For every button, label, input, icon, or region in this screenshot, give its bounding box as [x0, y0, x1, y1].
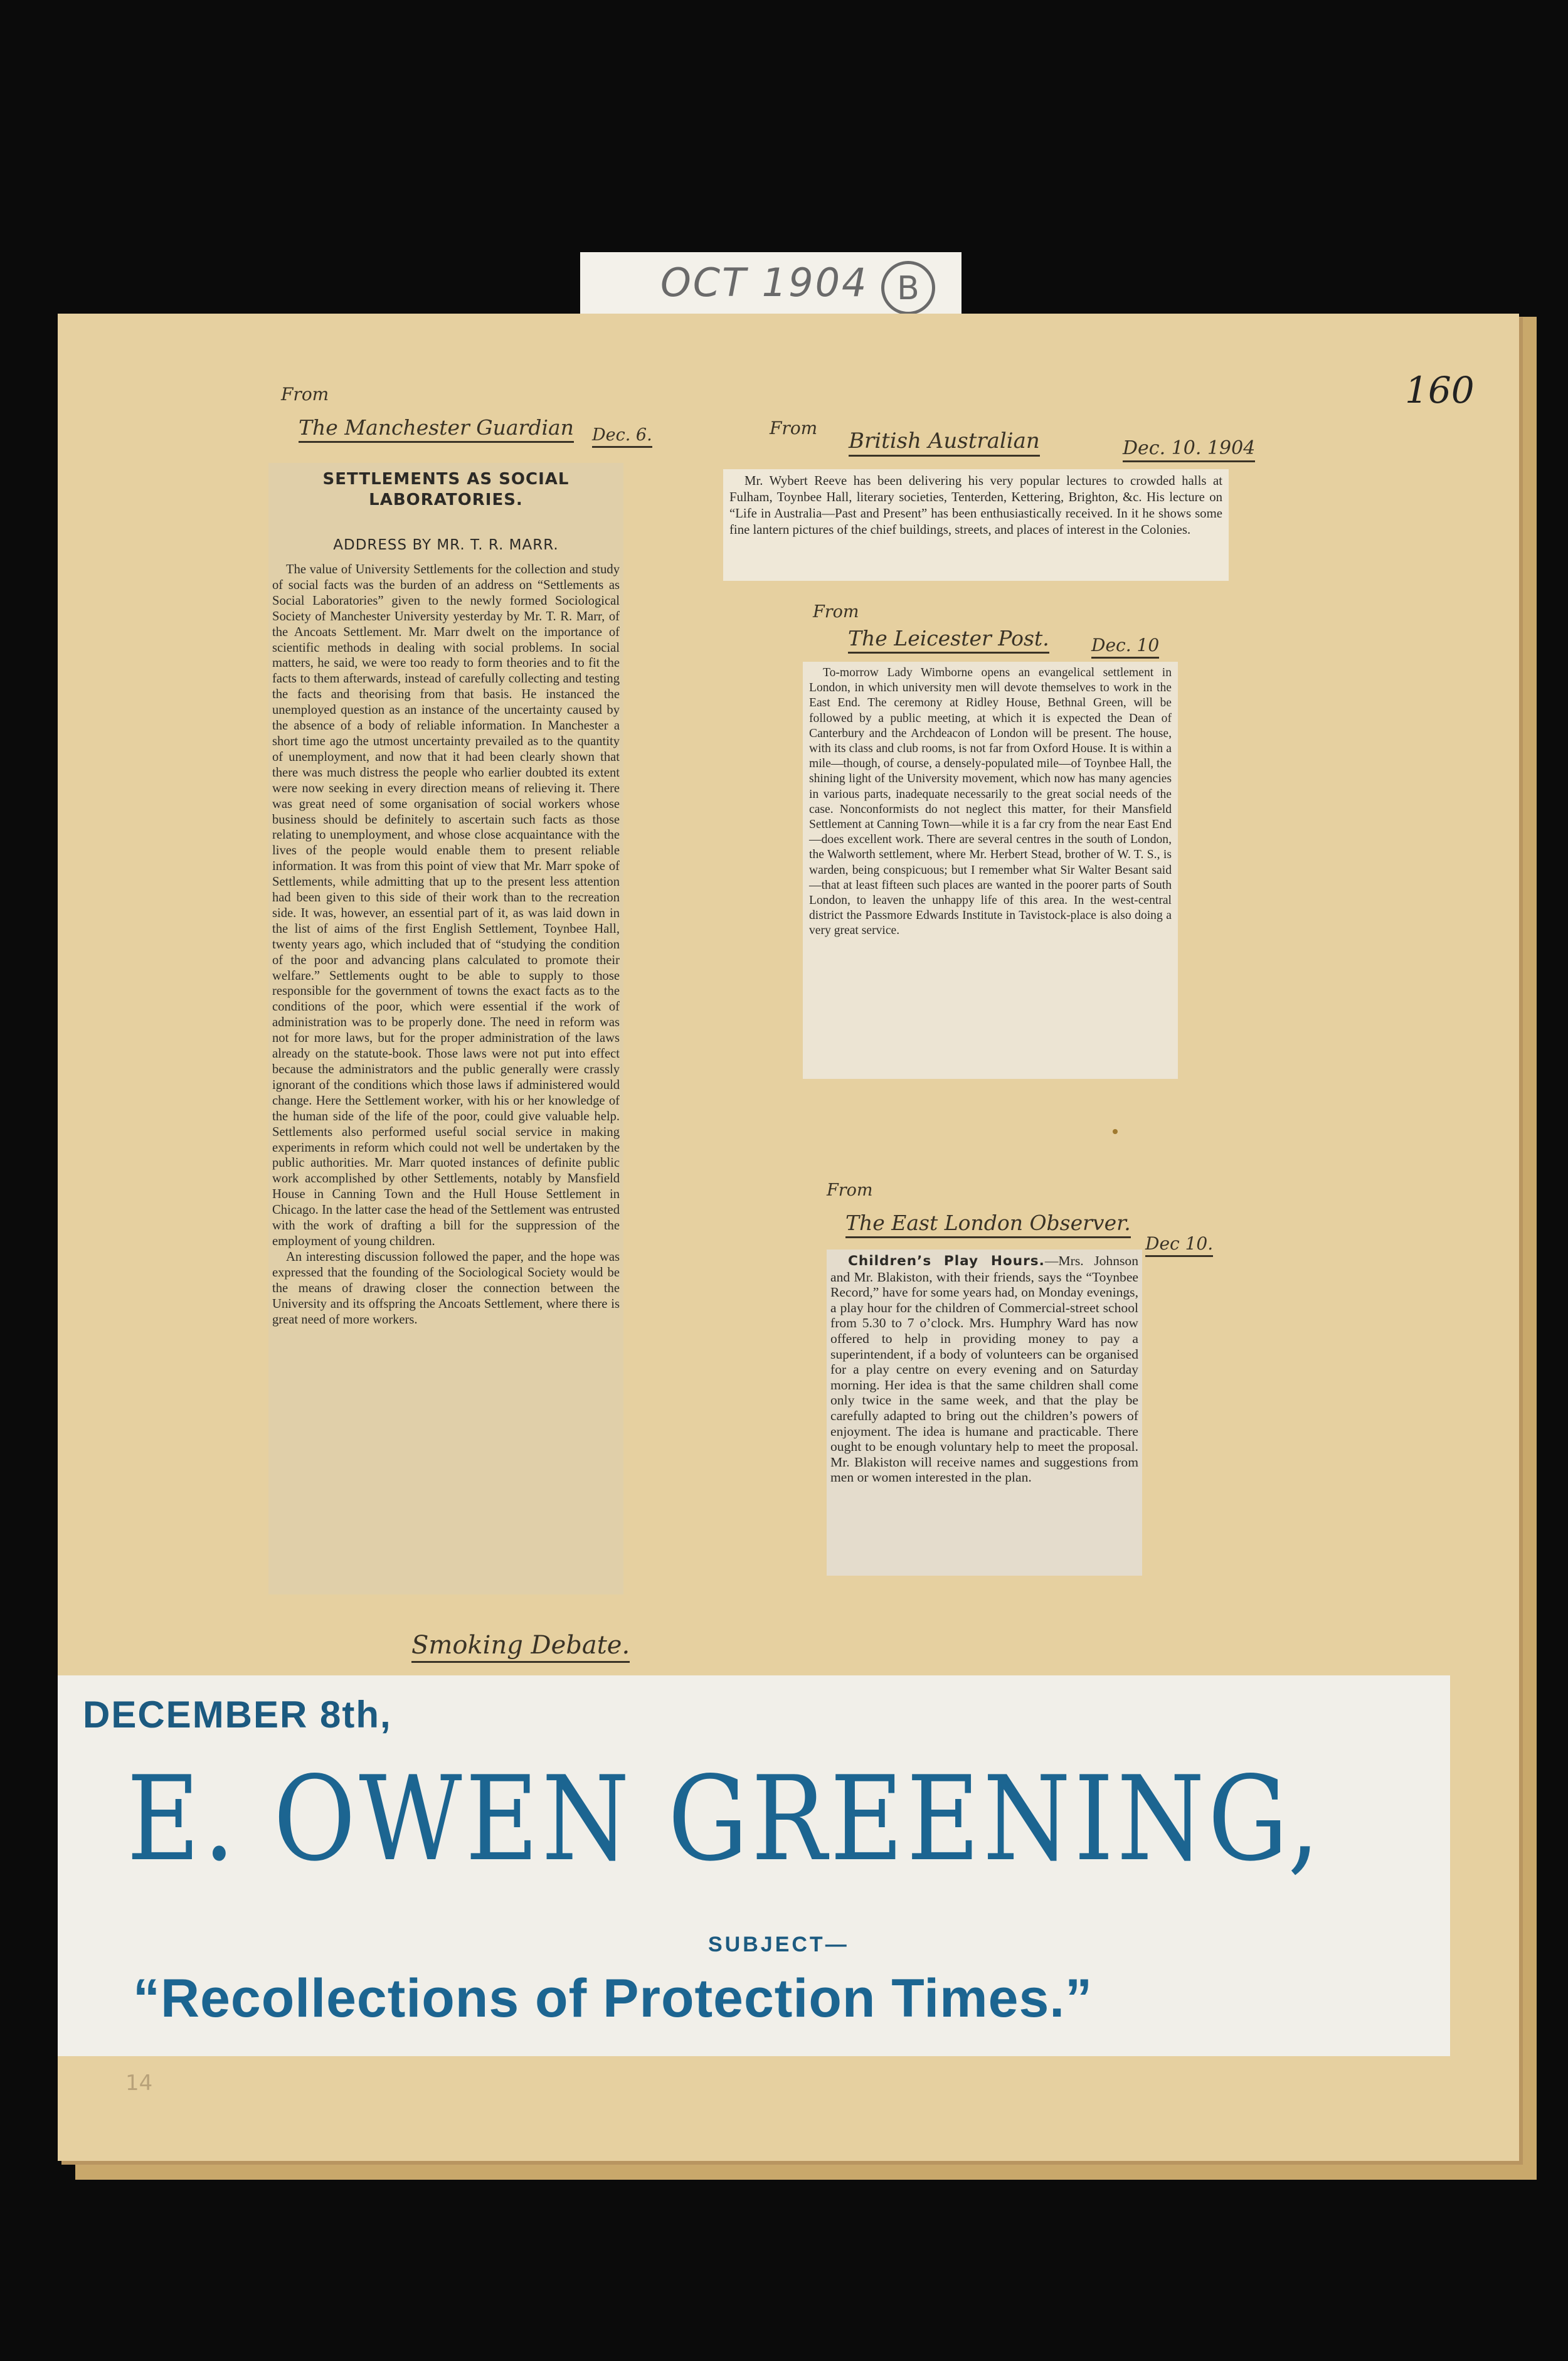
clipping-settlements-article	[268, 463, 623, 1594]
clipping-evangelical-settlement	[803, 662, 1178, 1079]
clip4-source: The East London Observer.	[845, 1211, 1131, 1238]
clip2-date: Dec. 10. 1904	[1123, 437, 1255, 462]
clipping-childrens-play-hours	[827, 1249, 1142, 1576]
clip4-lead: Children’s Play Hours.	[848, 1253, 1045, 1269]
page-number: 160	[1405, 369, 1475, 411]
smoking-debate-note: Smoking Debate.	[411, 1631, 630, 1663]
clip2-source: British Australian	[849, 428, 1040, 457]
clip1-date: Dec. 6.	[592, 425, 652, 448]
clip3-from-label: From	[813, 602, 859, 622]
clip1-headline: SETTLEMENTS AS SOCIAL LABORATORIES.	[322, 470, 569, 509]
clip3-date: Dec. 10	[1091, 635, 1159, 659]
clip1-source: The Manchester Guardian	[299, 415, 574, 443]
clip2-from-label: From	[770, 418, 818, 438]
clip2-body: Mr. Wybert Reeve has been delivering his very popular lectures to crowded halls at Fulham, Toynbee Hall, literary societies, Tenterden, Kettering, Brighton, &c. His lecture on “Life in Australia—Past and Present” has been enthusiastically received. In it he shows some fine lantern pictures of the chief buildings, streets, and places of interest in the Colonies.	[729, 474, 1222, 537]
clip4-date: Dec 10.	[1145, 1233, 1213, 1257]
clip1-paragraph-2: An interesting discussion followed the paper, and the hope was expressed that the founding of the Sociological Society would be the means of drawing closer the connection between the University and its offspring the Ancoats Settlement, where there is great need of more workers.	[272, 1249, 620, 1327]
clip1-subhead: ADDRESS BY MR. T. R. MARR.	[333, 537, 559, 553]
paper-spot	[1113, 1129, 1118, 1134]
clipping-wybert-reeve	[723, 469, 1229, 581]
archive-date-label: OCT 1904	[660, 260, 869, 305]
clip4-from-label: From	[827, 1180, 873, 1200]
banner-subject-label: SUBJECT—	[708, 1933, 849, 1956]
banner-date: DECEMBER 8th,	[83, 1694, 392, 1736]
banner-lecture-title: “Recollections of Protection Times.”	[133, 1968, 1093, 2029]
clip1-paragraph-1: The value of University Settlements for the collection and study of social facts was the burden of an address on “Settlements as Social Laboratories” given to the newly formed Sociological Society of Manchester University yesterday by Mr. T. R. Marr, of the Ancoats Settlement. Mr. Marr dwelt on the importance of scientific methods in dealing with social problems. In social matters, he said, we were too ready to form theories and to fit the facts to them afterwards, instead of carefully collecting and testing the facts and theorising from that basis. He instanced the unemployed question as an instance of the uncertainty caused by the absence of a body of reliable information. In Manchester a short time ago the utmost uncertainty prevailed as to the quantity of unemployment, and now that it had been clearly shown that there was much distress the people who earlier doubted its extent were now seeking in every direction means of relieving it. There was great need of some organisation of social workers whose business should be definitely to ascertain such facts as those relating to unemployment, and whose close acquaintance with the lives of the people would enable them to present reliable information. It was from this point of view that Mr. Marr spoke of Settlements, while admitting that up to the present less attention had been given to this side of their work than to the recreation side. It was, however, an essential part of it, as was laid down in the list of aims of the first English Settlement, Toynbee Hall, twenty years ago, which included that of “studying the condition of the poor and advancing plans calculated to promote their welfare.” Settlements ought to be able to supply to those responsible for the government of towns the exact facts as to the conditions of the poor, which were essential if the work of administration was to be properly done. The need in reform was not for more laws, but for the proper administration of the laws already on the statute-book. Those laws were not put into effect because the administrators and the public generally were crassly ignorant of the conditions which those laws if administered would change. Here the Settlement worker, with his or her knowledge of the human side of the life of the poor, could give valuable help. Settlements also performed useful social service in making experiments in reform which could not well be undertaken by the public authorities. Mr. Marr quoted instances of definite public work accomplished by other Settlements, notably by Mansfield House in Canning Town and the Hull House Settlement in Chicago. In the latter case the head of the Settlement was entrusted with the work of drafting a bill for the suppression of the employment of young children.	[272, 563, 620, 1248]
clip1-from-label: From	[281, 384, 329, 405]
clip3-body: To-morrow Lady Wimborne opens an evangelical settlement in London, in which university men will devote themselves to work in the East End. The ceremony at Ridley House, Bethnal Green, will be followed by a public meeting, at which it is expected the Dean of Canterbury and the Archdeacon of London will be present. The house, with its class and club rooms, is not far from Oxford House. It is within a mile—though, of course, a densely-populated mile—of Toynbee Hall, the shining light of the University movement, which now has many agencies in various parts, inadequate necessarily to the great social needs of the case. Nonconformists do not neglect this matter, for their Mansfield Settlement at Canning Town—while it is a far cry from the near East End—does excellent work. There are several centres in the south of London, the Walworth settlement, where Mr. Herbert Stead, brother of W. T. S., is warden, being conspicuous; but I remember what Sir Walter Besant said—that at least fifteen such places are wanted in the poorer parts of South London, to leaven the unhappy life of this area. In the west-central district the Passmore Edwards Institute in Tavistock-place is also doing a very great service.	[809, 666, 1172, 938]
circled-letter: B	[881, 261, 935, 315]
clip3-source: The Leicester Post.	[848, 626, 1049, 654]
lecture-poster-banner	[58, 1675, 1450, 2056]
clip4-body: —Mrs. Johnson and Mr. Blakiston, with their friends, says the “Toynbee Record,” have for some years had, on Monday evenings, a play hour for the children of Commercial-street school from 5.30 to 7 o’clock. Mrs. Humphry Ward has now offered to help in providing money to pay a superintendent, if a body of volunteers can be organised for a play centre on every evening and on Saturday morning. Her idea is that the same children shall come only twice in the same week, and that the play be carefully adapted to bring out the children’s powers of enjoyment. The idea is humane and practicable. There ought to be enough voluntary help to meet the proposal. Mr. Blakiston will receive names and suggestions from men or women interested in the plan.	[830, 1253, 1138, 1485]
pencil-mark: 14	[125, 2071, 153, 2096]
banner-speaker-name: E. OWEN GREENING,	[127, 1751, 1323, 1887]
